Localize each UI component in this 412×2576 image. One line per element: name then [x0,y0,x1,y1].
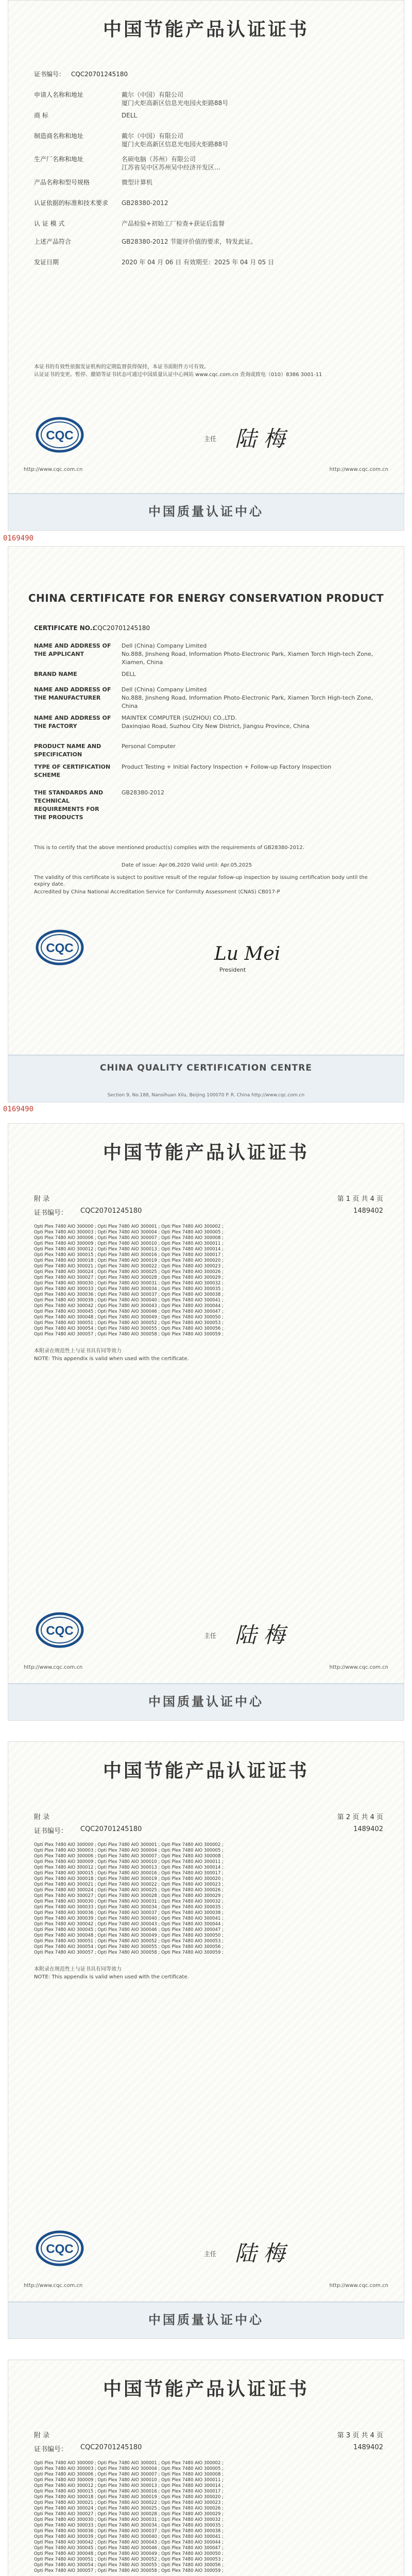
annex-id: 1489402 [353,1207,383,1215]
model-line: Opti Plex 7480 AIO 300015 ; Opti Plex 7480 AIO 300016 ; Opti Plex 7480 AIO 300017 ; [34,2489,224,2494]
model-line: Opti Plex 7480 AIO 300057 ; Opti Plex 7480 AIO 300058 ; Opti Plex 7480 AIO 300059 ; [34,1950,224,1955]
cert-number-label: 证书编号： [34,71,65,78]
page-number: 第 2 页 共 4 页 [337,1814,383,1821]
model-line: Opti Plex 7480 AIO 300024 ; Opti Plex 7480 AIO 300025 ; Opti Plex 7480 AIO 300026 ; [34,1269,224,1275]
model-line: Opti Plex 7480 AIO 300009 ; Opti Plex 7480 AIO 300010 ; Opti Plex 7480 AIO 300011 ; [34,2478,224,2483]
field-value: Dell (China) Company Limited No.888, Jinsheng Road, Information Photo-Electronic Park, Xiamen Torch High-tech Zone, Xiamen, China [122,642,373,666]
model-line: Opti Plex 7480 AIO 300030 ; Opti Plex 7480 AIO 300031 ; Opti Plex 7480 AIO 300032 ; [34,2517,224,2522]
url-right: http://www.cqc.com.cn [329,467,388,472]
model-line: Opti Plex 7480 AIO 300006 ; Opti Plex 7480 AIO 300007 ; Opti Plex 7480 AIO 300008 ; [34,2472,224,2477]
certificate-title: 中国节能产品认证证书 [102,2378,309,2400]
field-label: NAME AND ADDRESS OF THE APPLICANT [34,642,111,657]
field-value: 戴尔（中国）有限公司 厦门火炬高新区信息光电园火炬路88号 [122,91,229,107]
model-line: Opti Plex 7480 AIO 300012 ; Opti Plex 7480 AIO 300013 ; Opti Plex 7480 AIO 300014 ; [34,1865,224,1870]
cqc-logo [34,415,85,456]
model-line: Opti Plex 7480 AIO 300027 ; Opti Plex 7480 AIO 300028 ; Opti Plex 7480 AIO 300029 ; [34,1275,224,1280]
model-line: Opti Plex 7480 AIO 300012 ; Opti Plex 7480 AIO 300013 ; Opti Plex 7480 AIO 300014 ; [34,2483,224,2488]
certificate-title: 中国节能产品认证证书 [102,1760,309,1782]
signature: 陆 梅 [235,2241,285,2266]
field-value: GB28380-2012 [122,199,168,207]
annex-page [8,1741,404,2339]
model-line: Opti Plex 7480 AIO 300015 ; Opti Plex 7480 AIO 300016 ; Opti Plex 7480 AIO 300017 ; [34,1252,224,1258]
model-line: Opti Plex 7480 AIO 300003 ; Opti Plex 7480 AIO 300004 ; Opti Plex 7480 AIO 300005 ; [34,1230,224,1235]
model-line: Opti Plex 7480 AIO 300051 ; Opti Plex 7480 AIO 300052 ; Opti Plex 7480 AIO 300053 ; [34,2557,224,2562]
model-line: Opti Plex 7480 AIO 300051 ; Opti Plex 7480 AIO 300052 ; Opti Plex 7480 AIO 300053 ; [34,1939,224,1944]
annex-id: 1489402 [353,1825,383,1833]
model-line: Opti Plex 7480 AIO 300030 ; Opti Plex 7480 AIO 300031 ; Opti Plex 7480 AIO 300032 ; [34,1281,224,1286]
field-label: THE STANDARDS AND TECHNICAL REQUIREMENTS FOR THE PRODUCTS [34,789,104,821]
field-value: GB28380-2012 [122,789,165,796]
field-label: 认证依据的标准和技术要求 [34,199,109,207]
model-line: Opti Plex 7480 AIO 300018 ; Opti Plex 7480 AIO 300019 ; Opti Plex 7480 AIO 300020 ; [34,1876,224,1882]
model-line: Opti Plex 7480 AIO 300012 ; Opti Plex 7480 AIO 300013 ; Opti Plex 7480 AIO 300014 ; [34,1247,224,1252]
model-line: Opti Plex 7480 AIO 300045 ; Opti Plex 7480 AIO 300046 ; Opti Plex 7480 AIO 300047 ; [34,2546,224,2551]
field-value: 戴尔（中国）有限公司 厦门火炬高新区信息光电园火炬路88号 [122,132,229,148]
model-line: Opti Plex 7480 AIO 300006 ; Opti Plex 7480 AIO 300007 ; Opti Plex 7480 AIO 300008 ; [34,1854,224,1859]
model-line: Opti Plex 7480 AIO 300015 ; Opti Plex 7480 AIO 300016 ; Opti Plex 7480 AIO 300017 ; [34,1871,224,1876]
field-label: 制造商名称和地址 [34,132,84,140]
cert-note: The validity of this certificate is subject to positive result of the regular follow-up inspection by issuing certification body until the expiry date. [34,875,368,887]
certificate-en [8,546,404,1103]
svg-text:CQC: CQC [46,2242,74,2256]
field-value: Dell (China) Company Limited No.888, Jinsheng Road, Information Photo-Electronic Park, Xiamen Torch High-tech Zone, China [122,686,373,709]
annex-note-en: NOTE: This appendix is valid when used with the certificate. [34,1356,189,1362]
serial-number: 0169490 [3,1105,34,1113]
certificate-title: 中国节能产品认证证书 [102,19,309,40]
url-right: http://www.cqc.com.cn [329,2283,388,2289]
model-line: Opti Plex 7480 AIO 300042 ; Opti Plex 7480 AIO 300043 ; Opti Plex 7480 AIO 300044 ; [34,1303,224,1309]
cert-number-label: 证书编号： [34,1827,68,1835]
cert-number-label: CERTIFICATE NO.: [34,624,95,632]
field-value: 名硕电脑（苏州）有限公司 江苏省吴中区苏州吴中经济开发区… [122,156,221,171]
sign-label: 主任 [204,435,217,443]
model-line: Opti Plex 7480 AIO 300039 ; Opti Plex 7480 AIO 300040 ; Opti Plex 7480 AIO 300041 ; [34,1916,224,1921]
sign-label: 主任 [204,2250,217,2258]
annex-note-cn: 本附录在规范性上与证书具有同等效力 [34,1348,122,1354]
field-label: 发证日期 [34,259,59,266]
certificate-title: CHINA CERTIFICATE FOR ENERGY CONSERVATION PRODUCT [28,592,384,604]
annex-note-en: NOTE: This appendix is valid when used with the certificate. [34,1974,189,1980]
svg-text:CQC: CQC [46,429,74,443]
model-line: Opti Plex 7480 AIO 300027 ; Opti Plex 7480 AIO 300028 ; Opti Plex 7480 AIO 300029 ; [34,2512,224,2517]
model-list [34,2461,383,2574]
model-line: Opti Plex 7480 AIO 300054 ; Opti Plex 7480 AIO 300055 ; Opti Plex 7480 AIO 300056 ; [34,1944,224,1950]
field-label: 生产厂名称和地址 [34,156,84,163]
model-line: Opti Plex 7480 AIO 300057 ; Opti Plex 7480 AIO 300058 ; Opti Plex 7480 AIO 300059 ; [34,2568,224,2573]
model-line: Opti Plex 7480 AIO 300018 ; Opti Plex 7480 AIO 300019 ; Opti Plex 7480 AIO 300020 ; [34,1258,224,1263]
certificate-cn [8,0,404,531]
field-label: 申请人名称和地址 [34,91,84,98]
model-line: Opti Plex 7480 AIO 300024 ; Opti Plex 7480 AIO 300025 ; Opti Plex 7480 AIO 300026 ; [34,2506,224,2511]
field-label: NAME AND ADDRESS OF THE FACTORY [34,715,111,730]
url-right: http://www.cqc.com.cn [329,1665,388,1670]
cqc-logo [34,928,85,969]
field-label: TYPE OF CERTIFICATION SCHEME [34,764,111,778]
cert-dates: Date of issue: Apr.06,2020 Valid until: Apr.05,2025 [122,862,252,868]
model-line: Opti Plex 7480 AIO 300033 ; Opti Plex 7480 AIO 300034 ; Opti Plex 7480 AIO 300035 ; [34,2523,224,2528]
svg-text:CQC: CQC [46,1624,74,1638]
field-value: 微型计算机 [122,179,153,186]
centre-name: CHINA QUALITY CERTIFICATION CENTRE [100,1063,312,1073]
model-line: Opti Plex 7480 AIO 300036 ; Opti Plex 7480 AIO 300037 ; Opti Plex 7480 AIO 300038 ; [34,2529,224,2534]
cert-number: CQC20701245180 [80,1207,142,1215]
model-line: Opti Plex 7480 AIO 300000 ; Opti Plex 7480 AIO 300001 ; Opti Plex 7480 AIO 300002 ; [34,2461,224,2466]
signature: 陆 梅 [235,426,285,451]
model-line: Opti Plex 7480 AIO 300048 ; Opti Plex 7480 AIO 300049 ; Opti Plex 7480 AIO 300050 ; [34,2551,224,2556]
model-line: Opti Plex 7480 AIO 300027 ; Opti Plex 7480 AIO 300028 ; Opti Plex 7480 AIO 300029 ; [34,1893,224,1899]
sign-label: 主任 [204,1632,217,1639]
cert-statement: This is to certify that the above mentioned product(s) complies with the requirements of GB28380-2012. [34,845,304,851]
model-line: Opti Plex 7480 AIO 300042 ; Opti Plex 7480 AIO 300043 ; Opti Plex 7480 AIO 300044 ; [34,1922,224,1927]
cert-number: CQC20701245180 [80,2444,142,2451]
model-line: Opti Plex 7480 AIO 300003 ; Opti Plex 7480 AIO 300004 ; Opti Plex 7480 AIO 300005 ; [34,1848,224,1853]
cert-number: CQC20701245180 [93,624,150,632]
cert-number-label: 证书编号： [34,2446,68,2453]
annex-label: 附 录 [34,2432,50,2439]
annex-page [8,2360,404,2576]
field-label: 产品名称和型号规格 [34,179,90,186]
model-line: Opti Plex 7480 AIO 300000 ; Opti Plex 7480 AIO 300001 ; Opti Plex 7480 AIO 300002 ; [34,1224,224,1229]
page-number: 第 1 页 共 4 页 [337,1195,383,1203]
model-line: Opti Plex 7480 AIO 300021 ; Opti Plex 7480 AIO 300022 ; Opti Plex 7480 AIO 300023 ; [34,2500,224,2505]
model-line: Opti Plex 7480 AIO 300006 ; Opti Plex 7480 AIO 300007 ; Opti Plex 7480 AIO 300008 ; [34,1235,224,1241]
field-label: 上述产品符合 [34,238,72,245]
model-line: Opti Plex 7480 AIO 300021 ; Opti Plex 7480 AIO 300022 ; Opti Plex 7480 AIO 300023 ; [34,1264,224,1269]
model-list [34,1224,383,1337]
model-line: Opti Plex 7480 AIO 300036 ; Opti Plex 7480 AIO 300037 ; Opti Plex 7480 AIO 300038 ; [34,1910,224,1916]
field-value: 2020 年 04 月 06 日 有效期至：2025 年 04 月 05 日 [122,259,274,266]
model-line: Opti Plex 7480 AIO 300009 ; Opti Plex 7480 AIO 300010 ; Opti Plex 7480 AIO 300011 ; [34,1241,224,1246]
field-value: Personal Computer [122,743,176,750]
model-line: Opti Plex 7480 AIO 300048 ; Opti Plex 7480 AIO 300049 ; Opti Plex 7480 AIO 300050 ; [34,1315,224,1320]
field-value: 产品检验+初始工厂检查+获证后监督 [122,220,225,227]
centre-name: 中国质量认证中心 [148,2312,264,2327]
field-value: GB28380-2012 节能评价值的要求，特发此证。 [122,238,257,245]
cert-note-2: Accredited by China National Accreditation Service for Conformity Assessment (CNAS) CB017-P [34,889,280,895]
model-line: Opti Plex 7480 AIO 300054 ; Opti Plex 7480 AIO 300055 ; Opti Plex 7480 AIO 300056 ; [34,1326,224,1331]
model-line: Opti Plex 7480 AIO 300033 ; Opti Plex 7480 AIO 300034 ; Opti Plex 7480 AIO 300035 ; [34,1286,224,1292]
model-line: Opti Plex 7480 AIO 300039 ; Opti Plex 7480 AIO 300040 ; Opti Plex 7480 AIO 300041 ; [34,1298,224,1303]
footer-band [8,1055,404,1102]
model-line: Opti Plex 7480 AIO 300057 ; Opti Plex 7480 AIO 300058 ; Opti Plex 7480 AIO 300059 ; [34,1332,224,1337]
cert-note-2: 认证证书的变更、暂停、撤销等证书状态可通过中国质量认证中心网站 www.cqc.com.cn 查询或致电（010）8386 3001-11 [34,372,322,378]
field-label: BRAND NAME [34,671,77,677]
model-list [34,1842,383,1956]
cert-note: 本证书的有效性依据发证机构的定期监督获得保持，本证书需附件方可有效。 [34,364,209,370]
annex-label: 附 录 [34,1814,50,1821]
cqc-logo [34,2229,85,2270]
url-left: http://www.cqc.com.cn [24,467,83,472]
model-line: Opti Plex 7480 AIO 300003 ; Opti Plex 7480 AIO 300004 ; Opti Plex 7480 AIO 300005 ; [34,2466,224,2471]
field-label: 认 证 模 式 [34,220,65,227]
footer-band [8,2301,404,2338]
model-line: Opti Plex 7480 AIO 300042 ; Opti Plex 7480 AIO 300043 ; Opti Plex 7480 AIO 300044 ; [34,2540,224,2545]
field-label: 商 标 [34,112,48,119]
url-left: http://www.cqc.com.cn [24,2283,83,2289]
centre-name: 中国质量认证中心 [148,504,264,519]
footer-band [8,493,404,530]
model-line: Opti Plex 7480 AIO 300018 ; Opti Plex 7480 AIO 300019 ; Opti Plex 7480 AIO 300020 ; [34,2495,224,2500]
field-label: NAME AND ADDRESS OF THE MANUFACTURER [34,686,111,701]
model-line: Opti Plex 7480 AIO 300039 ; Opti Plex 7480 AIO 300040 ; Opti Plex 7480 AIO 300041 ; [34,2534,224,2539]
annex-id: 1489402 [353,2444,383,2451]
model-line: Opti Plex 7480 AIO 300054 ; Opti Plex 7480 AIO 300055 ; Opti Plex 7480 AIO 300056 ; [34,2563,224,2568]
cert-number-label: 证书编号： [34,1209,68,1217]
model-line: Opti Plex 7480 AIO 300009 ; Opti Plex 7480 AIO 300010 ; Opti Plex 7480 AIO 300011 ; [34,1859,224,1865]
model-line: Opti Plex 7480 AIO 300045 ; Opti Plex 7480 AIO 300046 ; Opti Plex 7480 AIO 300047 ; [34,1927,224,1933]
annex-page [8,1123,404,1721]
serial-number: 0169490 [3,534,34,543]
footer-band [8,1683,404,1720]
cert-number: CQC20701245180 [80,1825,142,1833]
model-line: Opti Plex 7480 AIO 300033 ; Opti Plex 7480 AIO 300034 ; Opti Plex 7480 AIO 300035 ; [34,1905,224,1910]
model-line: Opti Plex 7480 AIO 300036 ; Opti Plex 7480 AIO 300037 ; Opti Plex 7480 AIO 300038 ; [34,1292,224,1297]
model-line: Opti Plex 7480 AIO 300000 ; Opti Plex 7480 AIO 300001 ; Opti Plex 7480 AIO 300002 ; [34,1842,224,1848]
page-number: 第 3 页 共 4 页 [337,2432,383,2439]
field-value: MAINTEK COMPUTER (SUZHOU) CO.,LTD. Daxinqiao Road, Suzhou City New District, Jiangsu Province, China [122,715,310,730]
cqc-logo [34,1611,85,1652]
model-line: Opti Plex 7480 AIO 300021 ; Opti Plex 7480 AIO 300022 ; Opti Plex 7480 AIO 300023 ; [34,1882,224,1887]
model-line: Opti Plex 7480 AIO 300024 ; Opti Plex 7480 AIO 300025 ; Opti Plex 7480 AIO 300026 ; [34,1888,224,1893]
sign-label: President [219,967,246,973]
signature: 陆 梅 [235,1622,285,1648]
field-value: DELL [122,671,136,677]
centre-name: 中国质量认证中心 [148,1694,264,1709]
annex-note-cn: 本附录在规范性上与证书具有同等效力 [34,1967,122,1972]
url-left: http://www.cqc.com.cn [24,1665,83,1670]
svg-text:CQC: CQC [46,941,74,955]
model-line: Opti Plex 7480 AIO 300051 ; Opti Plex 7480 AIO 300052 ; Opti Plex 7480 AIO 300053 ; [34,1320,224,1326]
certificate-title: 中国节能产品认证证书 [102,1142,309,1163]
model-line: Opti Plex 7480 AIO 300048 ; Opti Plex 7480 AIO 300049 ; Opti Plex 7480 AIO 300050 ; [34,1933,224,1938]
annex-label: 附 录 [34,1195,50,1203]
cert-number: CQC20701245180 [71,71,128,78]
model-line: Opti Plex 7480 AIO 300045 ; Opti Plex 7480 AIO 300046 ; Opti Plex 7480 AIO 300047 ; [34,1309,224,1314]
signature: Lu Mei [214,943,281,964]
field-label: PRODUCT NAME AND SPECIFICATION [34,743,101,758]
centre-address: Section 9, No.188, Nansihuan Xilu, Beijing 100070 P. R. China http://www.cqc.com.cn [107,1093,305,1098]
field-value: Product Testing + Initial Factory Inspection + Follow-up Factory Inspection [122,764,332,770]
field-value: DELL [122,112,138,119]
model-line: Opti Plex 7480 AIO 300030 ; Opti Plex 7480 AIO 300031 ; Opti Plex 7480 AIO 300032 ; [34,1899,224,1904]
